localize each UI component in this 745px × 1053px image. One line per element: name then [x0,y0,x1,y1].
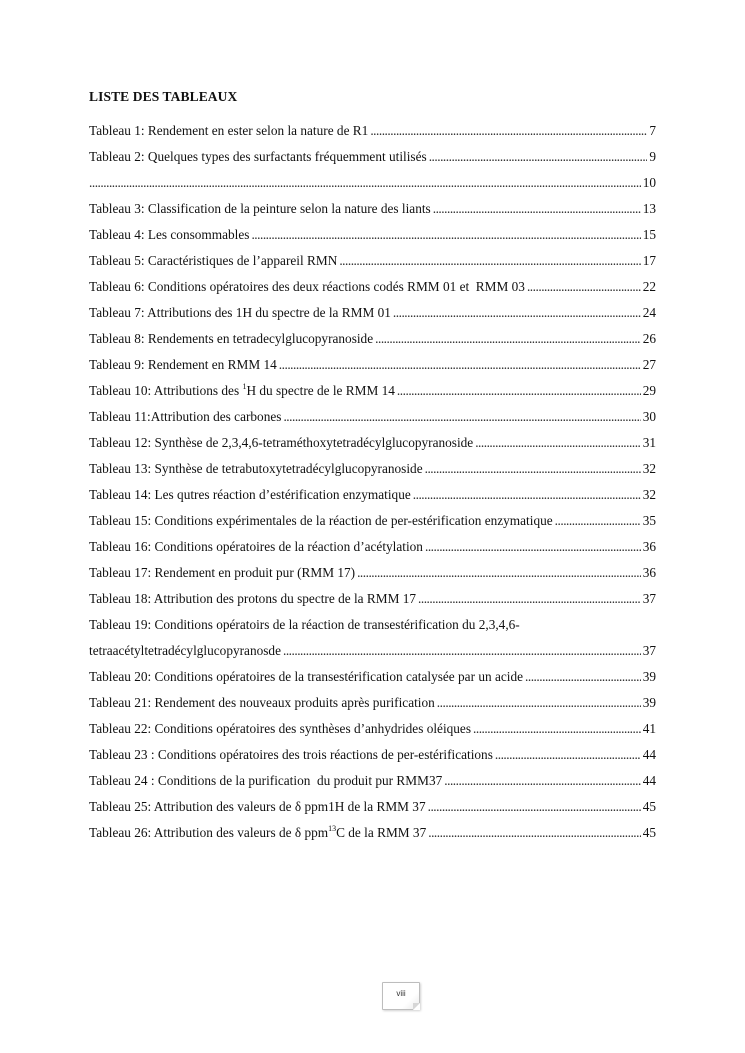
toc-entry[interactable] [89,173,656,199]
toc-entry-page: 41 [642,721,656,736]
toc-entry-page: 7 [649,123,656,138]
toc-entry[interactable] [89,823,656,849]
toc-entry-label: Tableau 9: Rendement en RMM 14 [89,357,277,372]
toc-entry-label: Tableau 20: Conditions opératoires de la transestérification catalysée par un acide [89,669,524,684]
toc-dot-leader [495,745,641,765]
toc-entry-label [89,823,426,843]
toc-entry[interactable] [89,433,656,459]
toc-entry-page: 36 [642,539,656,554]
page-number: viii [396,989,406,998]
toc-dot-leader [473,719,641,739]
toc-entry-page: 45 [642,799,656,814]
toc-entry[interactable] [89,563,656,589]
toc-dot-leader [433,199,641,219]
toc-entry-page: 36 [642,565,656,580]
toc-entry-page: 17 [642,253,656,268]
table-of-tables [89,121,656,849]
toc-entry[interactable] [89,771,656,797]
toc-dot-leader [475,433,641,453]
toc-entry-page: 37 [642,643,656,658]
toc-entry-label [89,381,395,401]
toc-entry-label: Tableau 6: Conditions opératoires des deux réactions codés RMM 01 et RMM 03 [89,279,525,294]
toc-entry-page: 10 [642,175,656,190]
toc-entry[interactable] [89,511,656,537]
toc-entry[interactable] [89,329,656,355]
toc-entry-label: Tableau 12: Synthèse de 2,3,4,6-tetraméthoxytetradécylglucopyranoside [89,435,474,450]
toc-dot-leader [339,251,640,271]
toc-dot-leader [425,537,641,557]
superscript: 13 [328,824,337,833]
toc-entry[interactable] [89,485,656,511]
toc-dot-leader [429,147,648,167]
toc-entry-page: 45 [642,825,656,840]
toc-dot-leader [375,329,641,349]
toc-entry[interactable] [89,407,656,433]
toc-entry[interactable] [89,251,656,277]
toc-dot-leader [370,121,647,141]
toc-entry[interactable] [89,459,656,485]
toc-dot-leader [413,485,641,505]
toc-dot-leader [425,459,641,479]
toc-entry[interactable] [89,199,656,225]
toc-entry-page: 24 [642,305,656,320]
toc-dot-leader [283,407,640,427]
toc-entry-label: Tableau 16: Conditions opératoires de la réaction d’acétylation [89,539,423,554]
toc-entry-page: 15 [642,227,656,242]
toc-entry-label-text: Tableau 10: Attributions des [89,383,243,398]
toc-entry-label: Tableau 2: Quelques types des surfactants fréquemment utilisés [89,149,427,164]
toc-entry-label: Tableau 1: Rendement en ester selon la nature de R1 [89,123,369,138]
toc-dot-leader [397,381,641,401]
toc-entry-label: Tableau 15: Conditions expérimentales de la réaction de per-estérification enzymatique [89,513,553,528]
toc-entry-page: 37 [642,591,656,606]
toc-entry-label: Tableau 18: Attribution des protons du spectre de la RMM 17 [89,591,417,606]
toc-entry-label: Tableau 21: Rendement des nouveaux produits après purification [89,695,435,710]
toc-entry-page: 31 [642,435,656,450]
page-number-box [382,982,420,1010]
toc-entry-label-text: C de la RMM 37 [336,825,427,840]
toc-entry-label: Tableau 13: Synthèse de tetrabutoxytetradécylglucopyranoside [89,461,423,476]
toc-dot-leader [428,797,641,817]
toc-entry-label: Tableau 23 : Conditions opératoires des trois réactions de per-estérifications [89,747,493,762]
toc-dot-leader [283,641,641,661]
toc-dot-leader [357,563,641,583]
toc-entry[interactable] [89,303,656,329]
toc-entry[interactable] [89,537,656,563]
toc-entry[interactable] [89,745,656,771]
toc-entry[interactable] [89,797,656,823]
toc-entry-page: 13 [642,201,656,216]
toc-dot-leader [418,589,641,609]
toc-entry[interactable] [89,277,656,303]
superscript: 1 [242,382,247,391]
toc-entry-label: Tableau 4: Les consommables [89,227,250,242]
toc-entry-label: Tableau 22: Conditions opératoires des synthèses d’anhydrides oléiques [89,721,472,736]
toc-entry-label: Tableau 17: Rendement en produit pur (RMM 17) [89,565,356,580]
toc-entry-page: 27 [642,357,656,372]
toc-dot-leader [437,693,641,713]
toc-entry-label: Tableau 5: Caractéristiques de l’appareil RMN [89,253,338,268]
toc-entry-label: Tableau 25: Attribution des valeurs de δ ppm1H de la RMM 37 [89,799,426,814]
toc-entry-continuation[interactable] [89,641,656,667]
toc-dot-leader [444,771,640,791]
toc-entry-page: 39 [642,695,656,710]
toc-entry-page: 44 [642,747,656,762]
toc-entry-label: tetraacétyltetradécylglucopyranosde [89,643,281,658]
toc-entry-page: 30 [642,409,656,424]
toc-entry[interactable] [89,355,656,381]
toc-entry-label-text: H du spectre de le RMM 14 [246,383,395,398]
toc-entry-label: Tableau 3: Classification de la peinture selon la nature des liants [89,201,431,216]
toc-entry[interactable] [89,693,656,719]
toc-dot-leader [428,823,640,843]
toc-dot-leader [89,173,641,193]
toc-dot-leader [279,355,641,375]
toc-entry-label: Tableau 24 : Conditions de la purification du produit pur RMM37 [89,773,443,788]
toc-entry-page: 26 [642,331,656,346]
toc-entry-label: Tableau 14: Les qutres réaction d’estérification enzymatique [89,487,411,502]
toc-dot-leader [393,303,641,323]
toc-entry-label: Tableau 8: Rendements en tetradecylglucopyranoside [89,331,374,346]
toc-entry[interactable] [89,225,656,251]
toc-entry-label: Tableau 7: Attributions des 1H du spectre de la RMM 01 [89,305,391,320]
toc-entry[interactable] [89,667,656,693]
toc-entry-label: Tableau 19: Conditions opératoirs de la réaction de transestérification du 2,3,4,6- [89,617,520,632]
toc-entry-page: 22 [642,279,656,294]
toc-entry-label-text: Tableau 26: Attribution des valeurs de δ ppm [89,825,329,840]
toc-dot-leader [251,225,640,245]
toc-entry-page: 29 [642,383,656,398]
toc-entry[interactable] [89,121,656,147]
toc-entry-page: 35 [642,513,656,528]
toc-entry-page: 32 [642,461,656,476]
toc-entry-page: 44 [642,773,656,788]
toc-entry-page: 9 [649,149,656,164]
toc-entry[interactable] [89,615,656,641]
toc-entry-label: Tableau 11:Attribution des carbones [89,409,282,424]
toc-entry[interactable] [89,147,656,173]
toc-entry-page: 32 [642,487,656,502]
toc-entry[interactable] [89,589,656,615]
toc-entry-page: 39 [642,669,656,684]
toc-entry[interactable] [89,719,656,745]
toc-dot-leader [525,667,641,687]
toc-dot-leader [527,277,641,297]
page-title: LISTE DES TABLEAUX [89,89,238,104]
toc-entry[interactable] [89,381,656,407]
toc-dot-leader [555,511,641,531]
